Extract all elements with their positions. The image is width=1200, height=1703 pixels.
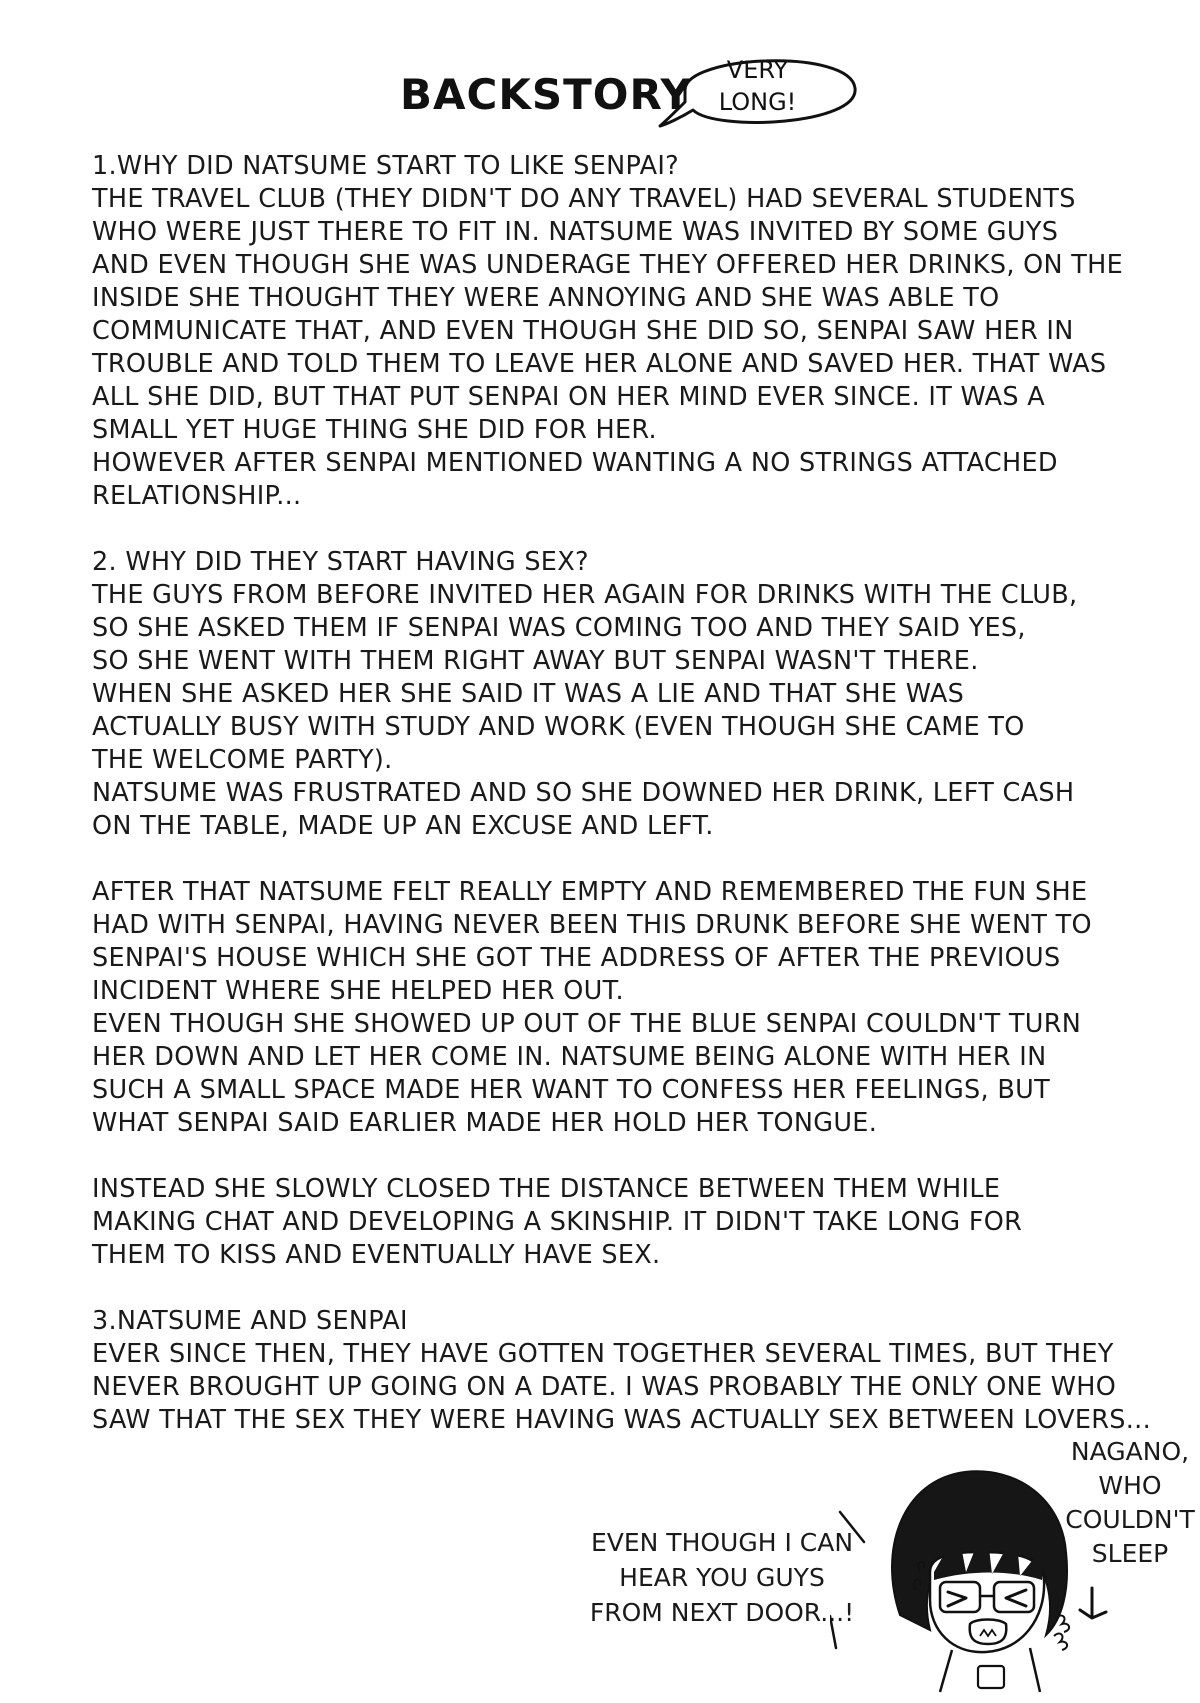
caption-line: EVEN THOUGH I CAN <box>590 1528 854 1557</box>
text-line: SO SHE ASKED THEM IF SENPAI WAS COMING TOO AND THEY SAID YES, <box>92 613 1026 643</box>
speech-bubble-text <box>705 54 810 118</box>
text-line: SUCH A SMALL SPACE MADE HER WANT TO CONFESS HER FEELINGS, BUT <box>92 1075 1050 1105</box>
section-after-that <box>92 876 1122 1140</box>
text-line: INCIDENT WHERE SHE HELPED HER OUT. <box>92 976 624 1006</box>
text-line: TROUBLE AND TOLD THEM TO LEAVE HER ALONE AND SAVED HER. THAT WAS <box>92 349 1107 379</box>
backstory-body <box>92 150 1151 1437</box>
text-line: SENPAI'S HOUSE WHICH SHE GOT THE ADDRESS OF AFTER THE PREVIOUS <box>92 943 1061 973</box>
section-heading: 1.WHY DID NATSUME START TO LIKE SENPAI? <box>92 151 679 181</box>
text-line: THE WELCOME PARTY). <box>92 745 393 775</box>
text-line: INSTEAD SHE SLOWLY CLOSED THE DISTANCE BETWEEN THEM WHILE <box>92 1174 1001 1204</box>
text-line: ACTUALLY BUSY WITH STUDY AND WORK (EVEN THOUGH SHE CAME TO <box>92 712 1025 742</box>
text-line: RELATIONSHIP... <box>92 481 302 511</box>
section-heading: 2. WHY DID THEY START HAVING SEX? <box>92 547 589 577</box>
text-line: NEVER BROUGHT UP GOING ON A DATE. I WAS PROBABLY THE ONLY ONE WHO <box>92 1372 1117 1402</box>
text-line: HAD WITH SENPAI, HAVING NEVER BEEN THIS DRUNK BEFORE SHE WENT TO <box>92 910 1092 940</box>
page-title: BACKSTORY <box>400 70 692 119</box>
section-why-sex <box>92 546 1122 843</box>
text-line: THE GUYS FROM BEFORE INVITED HER AGAIN FOR DRINKS WITH THE CLUB, <box>92 580 1078 610</box>
section-heading: 3.NATSUME AND SENPAI <box>92 1306 408 1336</box>
text-line: HOWEVER AFTER SENPAI MENTIONED WANTING A NO STRINGS ATTACHED <box>92 448 1058 478</box>
section-why-like <box>92 150 1122 513</box>
bubble-line: LONG! <box>718 88 797 116</box>
caption-line: HEAR YOU GUYS <box>619 1563 825 1592</box>
text-line: MAKING CHAT AND DEVELOPING A SKINSHIP. IT DIDN'T TAKE LONG FOR <box>92 1207 1023 1237</box>
caption-line: COULDN'T <box>1065 1505 1195 1534</box>
text-line: SO SHE WENT WITH THEM RIGHT AWAY BUT SENPAI WASN'T THERE. <box>92 646 979 676</box>
text-line: EVEN THOUGH SHE SHOWED UP OUT OF THE BLUE SENPAI COULDN'T TURN <box>92 1009 1082 1039</box>
nagano-character-drawing <box>830 1440 1150 1695</box>
text-line: THEM TO KISS AND EVENTUALLY HAVE SEX. <box>92 1240 661 1270</box>
caption-line: FROM NEXT DOOR...! <box>589 1598 855 1627</box>
text-line: SMALL YET HUGE THING SHE DID FOR HER. <box>92 415 657 445</box>
text-line: WHEN SHE ASKED HER SHE SAID IT WAS A LIE AND THAT SHE WAS <box>92 679 965 709</box>
text-line: AFTER THAT NATSUME FELT REALLY EMPTY AND REMEMBERED THE FUN SHE <box>92 877 1088 907</box>
bubble-line: VERY <box>726 56 789 84</box>
text-line: WHO WERE JUST THERE TO FIT IN. NATSUME WAS INVITED BY SOME GUYS <box>92 217 1059 247</box>
text-line: NATSUME WAS FRUSTRATED AND SO SHE DOWNED HER DRINK, LEFT CASH <box>92 778 1075 808</box>
text-line: EVER SINCE THEN, THEY HAVE GOTTEN TOGETHER SEVERAL TIMES, BUT THEY <box>92 1339 1114 1369</box>
text-line: THE TRAVEL CLUB (THEY DIDN'T DO ANY TRAVEL) HAD SEVERAL STUDENTS <box>92 184 1076 214</box>
text-line: COMMUNICATE THAT, AND EVEN THOUGH SHE DID SO, SENPAI SAW HER IN <box>92 316 1074 346</box>
text-line: INSIDE SHE THOUGHT THEY WERE ANNOYING AND SHE WAS ABLE TO <box>92 283 1000 313</box>
caption-line: NAGANO, <box>1070 1437 1190 1466</box>
caption-line: SLEEP <box>1091 1539 1169 1568</box>
text-line: AND EVEN THOUGH SHE WAS UNDERAGE THEY OFFERED HER DRINKS, ON THE <box>92 250 1124 280</box>
caption-next-door <box>572 1525 872 1630</box>
text-line: WHAT SENPAI SAID EARLIER MADE HER HOLD HER TONGUE. <box>92 1108 878 1138</box>
text-line: ALL SHE DID, BUT THAT PUT SENPAI ON HER MIND EVER SINCE. IT WAS A <box>92 382 1046 412</box>
text-line: SAW THAT THE SEX THEY WERE HAVING WAS ACTUALLY SEX BETWEEN LOVERS... <box>92 1405 1151 1435</box>
text-line: HER DOWN AND LET HER COME IN. NATSUME BEING ALONE WITH HER IN <box>92 1042 1047 1072</box>
section-natsume-and-senpai <box>92 1305 1151 1437</box>
section-instead <box>92 1173 1122 1272</box>
text-line: ON THE TABLE, MADE UP AN EXCUSE AND LEFT. <box>92 811 714 841</box>
caption-line: WHO <box>1098 1471 1162 1500</box>
